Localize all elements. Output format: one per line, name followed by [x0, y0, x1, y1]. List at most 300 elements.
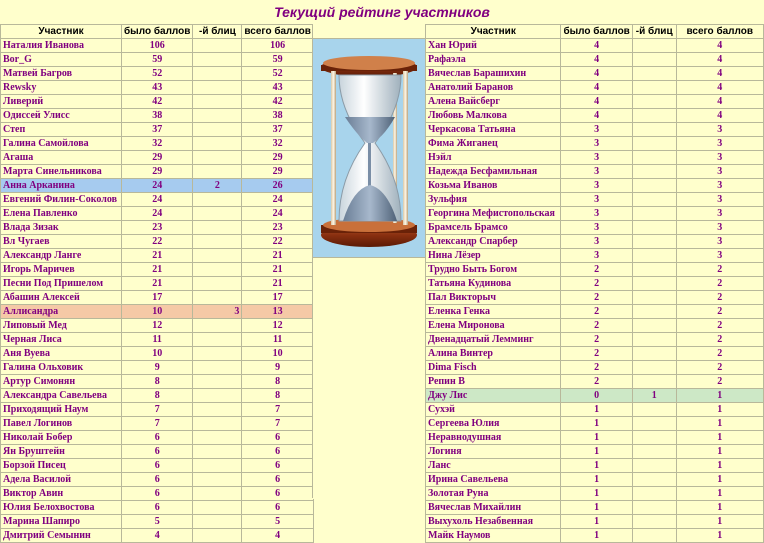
total-points-cell: 8	[242, 375, 314, 389]
blitz-cell	[193, 109, 242, 123]
page-title: Текущий рейтинг участников	[274, 4, 490, 20]
participant-name: Матвей Багров	[1, 67, 122, 81]
participant-name: Неравнодушная	[426, 431, 561, 445]
was-points-cell: 4	[122, 529, 193, 543]
table-row	[426, 431, 764, 445]
was-points-cell: 4	[561, 67, 632, 81]
was-points-cell: 6	[122, 431, 193, 445]
was-points-cell: 29	[122, 151, 193, 165]
table-row	[426, 67, 764, 81]
blitz-cell	[193, 151, 242, 165]
participant-name: Репин В	[426, 375, 561, 389]
was-points-cell: 1	[561, 445, 632, 459]
table-row	[1, 221, 314, 235]
table-row	[1, 137, 314, 151]
was-points-cell: 1	[561, 459, 632, 473]
table-row	[1, 249, 314, 263]
total-points-cell: 52	[242, 67, 314, 81]
table-row	[1, 319, 314, 333]
participant-name: Одиссей Улисс	[1, 109, 122, 123]
blitz-cell	[193, 277, 242, 291]
blitz-cell	[632, 473, 676, 487]
was-points-cell: 21	[122, 263, 193, 277]
blitz-cell	[193, 501, 242, 515]
total-points-cell: 4	[242, 529, 314, 543]
total-points-cell: 6	[242, 473, 314, 487]
total-points-cell: 4	[676, 95, 763, 109]
blitz-cell	[632, 207, 676, 221]
table-row	[426, 109, 764, 123]
total-points-cell: 42	[242, 95, 314, 109]
total-points-cell: 5	[242, 515, 314, 529]
was-points-cell: 4	[561, 81, 632, 95]
table-row	[1, 67, 314, 81]
was-points-cell: 2	[561, 347, 632, 361]
blitz-cell	[632, 319, 676, 333]
was-points-cell: 3	[561, 123, 632, 137]
total-points-cell: 17	[242, 291, 314, 305]
blitz-cell	[193, 137, 242, 151]
was-points-cell: 8	[122, 375, 193, 389]
was-points-cell: 3	[561, 179, 632, 193]
participant-name: Александр Спарбер	[426, 235, 561, 249]
total-points-cell: 21	[242, 249, 314, 263]
participant-name: Аня Вуева	[1, 347, 122, 361]
total-points-cell: 3	[676, 249, 763, 263]
was-points-cell: 6	[122, 501, 193, 515]
participant-name: Алена Вайсберг	[426, 95, 561, 109]
total-points-cell: 1	[676, 501, 763, 515]
blitz-cell	[193, 67, 242, 81]
table-row	[426, 277, 764, 291]
blitz-cell	[193, 515, 242, 529]
table-header-row	[426, 25, 764, 39]
total-points-cell: 2	[676, 277, 763, 291]
was-points-cell: 3	[561, 193, 632, 207]
total-points-cell: 38	[242, 109, 314, 123]
was-points-cell: 10	[122, 347, 193, 361]
total-points-cell: 3	[676, 137, 763, 151]
was-points-cell: 3	[561, 221, 632, 235]
table-row	[1, 487, 314, 501]
was-points-cell: 4	[561, 109, 632, 123]
was-points-cell: 38	[122, 109, 193, 123]
was-points-cell: 59	[122, 53, 193, 67]
blitz-cell	[193, 221, 242, 235]
was-points-cell: 4	[561, 95, 632, 109]
blitz-cell	[193, 459, 242, 473]
header-total-points: всего баллов	[676, 25, 763, 39]
total-points-cell: 2	[676, 333, 763, 347]
total-points-cell: 22	[242, 235, 314, 249]
table-row	[426, 529, 764, 543]
table-row	[1, 53, 314, 67]
total-points-cell: 2	[676, 319, 763, 333]
participant-name: Марта Синельникова	[1, 165, 122, 179]
total-points-cell: 1	[676, 459, 763, 473]
was-points-cell: 4	[561, 39, 632, 53]
table-row	[426, 459, 764, 473]
was-points-cell: 2	[561, 291, 632, 305]
was-points-cell: 37	[122, 123, 193, 137]
table-row	[1, 361, 314, 375]
table-row	[426, 81, 764, 95]
was-points-cell: 2	[561, 263, 632, 277]
table-row	[1, 81, 314, 95]
table-row	[1, 417, 314, 431]
table-row	[1, 39, 314, 53]
table-row	[426, 263, 764, 277]
hourglass-image	[313, 39, 426, 257]
table-row	[1, 473, 314, 487]
blitz-cell	[632, 221, 676, 235]
header-participant: Участник	[1, 25, 122, 39]
header-participant: Участник	[426, 25, 561, 39]
blitz-cell	[193, 473, 242, 487]
blitz-cell	[632, 361, 676, 375]
was-points-cell: 6	[122, 473, 193, 487]
participant-name: Анна Арканина	[1, 179, 122, 193]
total-points-cell: 29	[242, 165, 314, 179]
blitz-cell	[632, 67, 676, 81]
total-points-cell: 6	[242, 487, 314, 501]
table-row	[1, 501, 314, 515]
header-blitz: -й блиц	[193, 25, 242, 39]
hourglass-icon	[313, 39, 426, 257]
participant-name: Dima Fisch	[426, 361, 561, 375]
table-row	[1, 347, 314, 361]
rating-table-right	[425, 24, 764, 543]
total-points-cell: 1	[676, 515, 763, 529]
table-row	[1, 445, 314, 459]
rating-table-left	[0, 24, 314, 543]
participant-name: Джу Лис	[426, 389, 561, 403]
total-points-cell: 3	[676, 207, 763, 221]
blitz-cell	[193, 53, 242, 67]
blitz-cell	[632, 417, 676, 431]
was-points-cell: 3	[561, 249, 632, 263]
was-points-cell: 1	[561, 417, 632, 431]
table-row	[426, 291, 764, 305]
table-row	[426, 473, 764, 487]
participant-name: Нэйл	[426, 151, 561, 165]
table-row	[1, 515, 314, 529]
was-points-cell: 32	[122, 137, 193, 151]
table-row	[1, 193, 314, 207]
blitz-cell	[632, 95, 676, 109]
table-row	[426, 319, 764, 333]
blitz-cell: 1	[632, 389, 676, 403]
participant-name: Хан Юрий	[426, 39, 561, 53]
was-points-cell: 3	[561, 151, 632, 165]
was-points-cell: 1	[561, 431, 632, 445]
total-points-cell: 3	[676, 193, 763, 207]
participant-name: Наталия Иванова	[1, 39, 122, 53]
table-row	[426, 179, 764, 193]
total-points-cell: 4	[676, 39, 763, 53]
total-points-cell: 13	[242, 305, 314, 319]
table-row	[426, 151, 764, 165]
header-was-points: было баллов	[122, 25, 193, 39]
table-row	[1, 179, 314, 193]
was-points-cell: 2	[561, 361, 632, 375]
blitz-cell	[632, 375, 676, 389]
table-row	[1, 333, 314, 347]
blitz-cell	[632, 445, 676, 459]
participant-name: Брамсель Брамсо	[426, 221, 561, 235]
total-points-cell: 3	[676, 123, 763, 137]
was-points-cell: 24	[122, 207, 193, 221]
was-points-cell: 3	[561, 235, 632, 249]
total-points-cell: 6	[242, 445, 314, 459]
participant-name: Галина Самойлова	[1, 137, 122, 151]
blitz-cell	[193, 235, 242, 249]
total-points-cell: 1	[676, 403, 763, 417]
total-points-cell: 8	[242, 389, 314, 403]
blitz-cell	[193, 207, 242, 221]
table-row	[426, 249, 764, 263]
total-points-cell: 32	[242, 137, 314, 151]
table-row	[426, 137, 764, 151]
table-header-row	[1, 25, 314, 39]
was-points-cell: 4	[561, 53, 632, 67]
blitz-cell	[193, 39, 242, 53]
table-row	[426, 347, 764, 361]
table-row	[426, 193, 764, 207]
was-points-cell: 1	[561, 515, 632, 529]
table-row	[1, 207, 314, 221]
blitz-cell	[193, 389, 242, 403]
participant-name: Татьяна Кудинова	[426, 277, 561, 291]
was-points-cell: 17	[122, 291, 193, 305]
blitz-cell	[193, 165, 242, 179]
total-points-cell: 26	[242, 179, 314, 193]
total-points-cell: 1	[676, 389, 763, 403]
participant-name: Александр Ланге	[1, 249, 122, 263]
was-points-cell: 8	[122, 389, 193, 403]
header-was-points: было баллов	[561, 25, 632, 39]
total-points-cell: 7	[242, 417, 314, 431]
blitz-cell	[193, 347, 242, 361]
participant-name: Майк Наумов	[426, 529, 561, 543]
blitz-cell	[632, 487, 676, 501]
participant-name: Песни Под Пришелом	[1, 277, 122, 291]
table-row	[426, 445, 764, 459]
table-row	[426, 333, 764, 347]
blitz-cell	[632, 403, 676, 417]
participant-name: Вл Чугаев	[1, 235, 122, 249]
was-points-cell: 22	[122, 235, 193, 249]
total-points-cell: 2	[676, 263, 763, 277]
participant-name: Виктор Авин	[1, 487, 122, 501]
participant-name: Выхухоль Незабвенная	[426, 515, 561, 529]
blitz-cell	[193, 417, 242, 431]
participant-name: Пал Викторыч	[426, 291, 561, 305]
participant-name: Зульфия	[426, 193, 561, 207]
was-points-cell: 11	[122, 333, 193, 347]
participant-name: Липовый Мед	[1, 319, 122, 333]
total-points-cell: 12	[242, 319, 314, 333]
participant-name: Евгений Филин-Соколов	[1, 193, 122, 207]
was-points-cell: 2	[561, 277, 632, 291]
participant-name: Черкасова Татьяна	[426, 123, 561, 137]
participant-name: Сергеева Юлия	[426, 417, 561, 431]
was-points-cell: 2	[561, 333, 632, 347]
participant-name: Алина Винтер	[426, 347, 561, 361]
total-points-cell: 2	[676, 375, 763, 389]
was-points-cell: 7	[122, 403, 193, 417]
blitz-cell	[632, 529, 676, 543]
total-points-cell: 3	[676, 165, 763, 179]
was-points-cell: 10	[122, 305, 193, 319]
was-points-cell: 9	[122, 361, 193, 375]
table-row	[426, 207, 764, 221]
table-row	[426, 361, 764, 375]
participant-name: Павел Логинов	[1, 417, 122, 431]
total-points-cell: 9	[242, 361, 314, 375]
was-points-cell: 5	[122, 515, 193, 529]
total-points-cell: 2	[676, 361, 763, 375]
was-points-cell: 7	[122, 417, 193, 431]
participant-name: Елена Миронова	[426, 319, 561, 333]
total-points-cell: 1	[676, 487, 763, 501]
middle-empty-cell	[313, 257, 426, 499]
was-points-cell: 2	[561, 319, 632, 333]
blitz-cell	[193, 193, 242, 207]
was-points-cell: 2	[561, 375, 632, 389]
blitz-cell	[193, 249, 242, 263]
was-points-cell: 1	[561, 501, 632, 515]
was-points-cell: 1	[561, 529, 632, 543]
participant-name: Артур Симонян	[1, 375, 122, 389]
blitz-cell	[632, 333, 676, 347]
total-points-cell: 29	[242, 151, 314, 165]
table-row	[1, 165, 314, 179]
participant-name: Агаша	[1, 151, 122, 165]
table-row	[426, 487, 764, 501]
participant-name: Сухэй	[426, 403, 561, 417]
was-points-cell: 106	[122, 39, 193, 53]
participant-name: Александра Савельева	[1, 389, 122, 403]
blitz-cell	[632, 249, 676, 263]
participant-name: Анатолий Баранов	[426, 81, 561, 95]
participant-name: Любовь Малкова	[426, 109, 561, 123]
header-total-points: всего баллов	[242, 25, 314, 39]
table-row	[426, 95, 764, 109]
blitz-cell	[193, 333, 242, 347]
total-points-cell: 24	[242, 207, 314, 221]
blitz-cell	[632, 165, 676, 179]
total-points-cell: 43	[242, 81, 314, 95]
table-row	[1, 459, 314, 473]
table-row	[426, 417, 764, 431]
participant-name: Ланс	[426, 459, 561, 473]
was-points-cell: 24	[122, 193, 193, 207]
blitz-cell	[193, 529, 242, 543]
participant-name: Юлия Белохвостова	[1, 501, 122, 515]
blitz-cell	[193, 95, 242, 109]
table-row	[426, 221, 764, 235]
table-row	[426, 403, 764, 417]
participant-name: Фима Жиганец	[426, 137, 561, 151]
was-points-cell: 23	[122, 221, 193, 235]
was-points-cell: 2	[561, 305, 632, 319]
total-points-cell: 4	[676, 67, 763, 81]
table-row	[1, 389, 314, 403]
middle-column	[312, 24, 427, 498]
total-points-cell: 1	[676, 417, 763, 431]
was-points-cell: 0	[561, 389, 632, 403]
total-points-cell: 2	[676, 347, 763, 361]
was-points-cell: 29	[122, 165, 193, 179]
blitz-cell	[632, 431, 676, 445]
middle-header-cell	[313, 24, 426, 39]
total-points-cell: 6	[242, 431, 314, 445]
blitz-cell	[632, 109, 676, 123]
participant-name: Козьма Иванов	[426, 179, 561, 193]
participant-name: Абашин Алексей	[1, 291, 122, 305]
blitz-cell	[193, 361, 242, 375]
blitz-cell	[193, 319, 242, 333]
blitz-cell	[632, 39, 676, 53]
participant-name: Елена Павленко	[1, 207, 122, 221]
total-points-cell: 21	[242, 263, 314, 277]
table-row	[1, 263, 314, 277]
total-points-cell: 3	[676, 179, 763, 193]
was-points-cell: 1	[561, 487, 632, 501]
table-row	[1, 291, 314, 305]
participant-name: Степ	[1, 123, 122, 137]
participant-name: Ирина Савельева	[426, 473, 561, 487]
table-row	[426, 515, 764, 529]
blitz-cell	[193, 403, 242, 417]
blitz-cell	[632, 263, 676, 277]
was-points-cell: 21	[122, 249, 193, 263]
total-points-cell: 2	[676, 305, 763, 319]
total-points-cell: 4	[676, 53, 763, 67]
blitz-cell	[632, 151, 676, 165]
blitz-cell	[193, 291, 242, 305]
total-points-cell: 11	[242, 333, 314, 347]
total-points-cell: 4	[676, 109, 763, 123]
blitz-cell	[193, 263, 242, 277]
participant-name: Трудно Быть Богом	[426, 263, 561, 277]
blitz-cell	[632, 277, 676, 291]
blitz-cell: 2	[193, 179, 242, 193]
total-points-cell: 21	[242, 277, 314, 291]
was-points-cell: 6	[122, 445, 193, 459]
table-row	[426, 375, 764, 389]
was-points-cell: 24	[122, 179, 193, 193]
table-row	[426, 305, 764, 319]
total-points-cell: 3	[676, 151, 763, 165]
total-points-cell: 2	[676, 291, 763, 305]
participant-name: Rewsky	[1, 81, 122, 95]
was-points-cell: 3	[561, 207, 632, 221]
participant-name: Марина Шапиро	[1, 515, 122, 529]
blitz-cell	[193, 375, 242, 389]
was-points-cell: 43	[122, 81, 193, 95]
blitz-cell	[632, 235, 676, 249]
participant-name: Надежда Бесфамильная	[426, 165, 561, 179]
total-points-cell: 3	[676, 235, 763, 249]
participant-name: Аллисандра	[1, 305, 122, 319]
participant-name: Адела Василой	[1, 473, 122, 487]
table-row	[1, 235, 314, 249]
participant-name: Дмитрий Семынин	[1, 529, 122, 543]
table-row	[1, 375, 314, 389]
participant-name: Рафаэла	[426, 53, 561, 67]
